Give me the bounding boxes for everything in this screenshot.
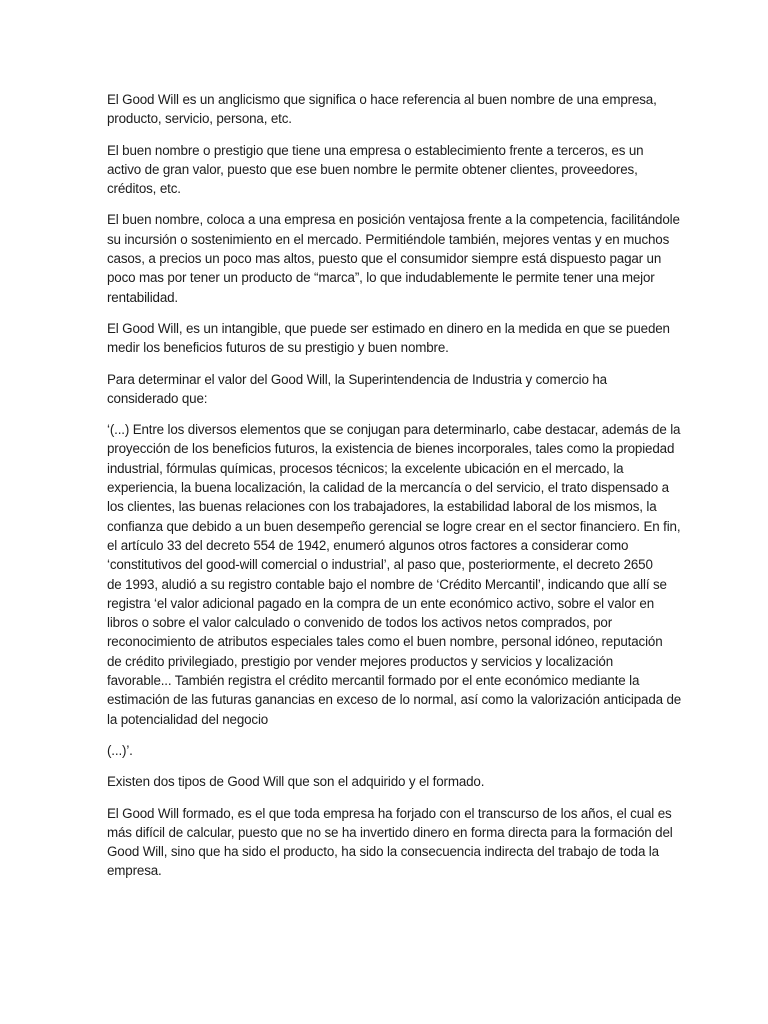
paragraph-line: casos, a precios un poco mas altos, puesto que el consumidor siempre está dispuesto pagar un [107,251,662,267]
paragraph-line: empresa. [107,863,162,879]
paragraph-line: de crédito privilegiado, prestigio por vender mejores productos y servicios y localización [107,653,614,669]
paragraph-line: registra ‘el valor adicional pagado en la compra de un ente económico activo, sobre el valor en [107,595,655,611]
paragraph-line: medir los beneficios futuros de su prestigio y buen nombre. [107,340,449,356]
paragraph-line: reconocimiento de atributos especiales tales como el buen nombre, personal idóneo, reputación [107,634,663,650]
paragraph-line: los clientes, las buenas relaciones con los trabajadores, la estabilidad laboral de los mismos, la [107,499,657,515]
paragraph [107,141,667,199]
paragraph [107,420,682,729]
paragraph-line: la potencialidad del negocio [107,711,269,727]
paragraph [107,804,673,881]
paragraph-line: de 1993, aludió a su registro contable bajo el nombre de ‘Crédito Mercantil’, indicando que allí se [107,576,667,592]
document-body [107,90,682,893]
paragraph-line: El Good Will, es un intangible, que puede ser estimado en dinero en la medida en que se pueden [107,320,670,336]
paragraph [107,319,670,358]
paragraph-line: confianza que debido a un buen desempeño gerencial se logre crear en el sector financiero. En fin, [107,518,681,534]
paragraph-line: favorable... También registra el crédito mercantil formado por el ente económico mediante la [107,673,640,689]
paragraph-line: ‘constitutivos del good-will comercial o industrial’, al paso que, posteriormente, el decreto 2650 [107,557,653,573]
paragraph-line: experiencia, la buena localización, la calidad de la mercancía o del servicio, el trato dispensado a [107,480,669,496]
paragraph-line: activo de gran valor, puesto que ese buen nombre le permite obtener clientes, proveedores, [107,161,638,177]
paragraph-line: El buen nombre o prestigio que tiene una empresa o establecimiento frente a terceros, es un [107,142,644,158]
paragraph [107,741,667,760]
paragraph-line: industrial, fórmulas químicas, procesos técnicos; la excelente ubicación en el mercado, la [107,460,624,476]
paragraph-line: estimación de las futuras ganancias en exceso de lo normal, así como la valorización anticipada de [107,692,682,708]
paragraph-line: libros o sobre el valor calculado o convenido de todos los activos netos comprados, por [107,615,613,631]
paragraph [107,210,680,306]
paragraph-line: El Good Will formado, es el que toda empresa ha forjado con el transcurso de los años, el cual es [107,805,672,821]
paragraph-line: más difícil de calcular, puesto que no se ha invertido dinero en forma directa para la formación del [107,824,673,840]
paragraph-line: producto, servicio, persona, etc. [107,111,292,127]
paragraph-line: Existen dos tipos de Good Will que son el adquirido y el formado. [107,774,485,790]
paragraph-line: El buen nombre, coloca a una empresa en posición ventajosa frente a la competencia, facilitándole [107,212,680,228]
paragraph-line: considerado que: [107,390,208,406]
paragraph-line: créditos, etc. [107,181,181,197]
paragraph [107,772,667,791]
paragraph-line: rentabilidad. [107,289,179,305]
paragraph-line: Para determinar el valor del Good Will, la Superintendencia de Industria y comercio ha [107,371,607,387]
paragraph-line: ‘(...) Entre los diversos elementos que se conjugan para determinarlo, cabe destacar, además de la [107,422,681,438]
paragraph [107,90,667,129]
paragraph-line: poco mas por tener un producto de “marca”, lo que indudablemente le permite tener una mejor [107,270,655,286]
paragraph-line: El Good Will es un anglicismo que significa o hace referencia al buen nombre de una empresa, [107,92,657,107]
paragraph-line: el artículo 33 del decreto 554 de 1942, enumeró algunos otros factores a considerar como [107,537,629,553]
paragraph-line: su incursión o sostenimiento en el mercado. Permitiéndole también, mejores ventas y en muchos [107,231,670,247]
paragraph [107,370,667,409]
paragraph-line: (...)’. [107,742,133,758]
paragraph-line: proyección de los beneficios futuros, la existencia de bienes incorporales, tales como la propiedad [107,441,675,457]
paragraph-line: Good Will, sino que ha sido el producto, ha sido la consecuencia indirecta del trabajo de toda la [107,844,659,860]
